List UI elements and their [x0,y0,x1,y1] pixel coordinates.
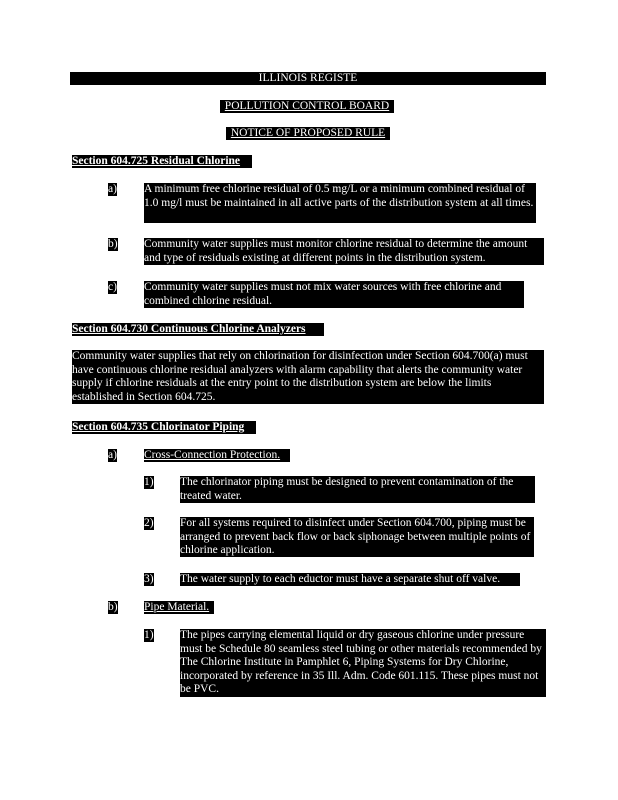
s725-c-text: Community water supplies must not mix water sources with free chlorine and combined chlorine residual. [144,281,524,308]
s725-c-label: c) [108,281,117,293]
s735-a2-label: 2) [144,517,154,529]
section-725-heading: Section 604.725 Residual Chlorine [72,155,252,168]
register-header-bar [70,72,546,85]
s730-body: Community water supplies that rely on chlorination for disinfection under Section 604.700(a) must have continuous chlorine residual analyzers with alarm capability that alerts the community water supply if chlorine residuals at the entry point to the distribution system are below the limits established in Section 604.725. [72,350,544,404]
s735-b1-label: 1) [144,629,154,641]
section-735-heading: Section 604.735 Chlorinator Piping [72,421,256,434]
s735-a3-label: 3) [144,573,154,585]
s735-a2-text: For all systems required to disinfect under Section 604.700, piping must be arranged to prevent back flow or back siphonage between multiple points of chlorine application. [180,517,534,557]
s735-b-title: Pipe Material. [144,601,214,614]
s735-a-label: a) [108,449,117,461]
s735-a3-text: The water supply to each eductor must have a separate shut off valve. [180,573,520,586]
s735-a-title: Cross-Connection Protection. [144,449,290,462]
board-title: POLLUTION CONTROL BOARD [220,100,394,113]
s725-a-text: A minimum free chlorine residual of 0.5 mg/L or a minimum combined residual of 1.0 mg/l must be maintained in all active parts of the distribution system at all times. [144,183,536,223]
s735-b1-text: The pipes carrying elemental liquid or dry gaseous chlorine under pressure must be Schedule 80 seamless steel tubing or other materials recommended by The Chlorine Institute in Pamphlet 6, Piping Systems for Dry Chlorine, incorporated by reference in 35 Ill. Adm. Code 601.115. These pipes must not be PVC. [180,629,546,697]
register-title: ILLINOIS REGISTE [258,72,358,84]
notice-title: NOTICE OF PROPOSED RULE [226,127,390,140]
s735-a1-label: 1) [144,476,154,488]
s725-b-text: Community water supplies must monitor chlorine residual to determine the amount and type of residuals existing at different points in the distribution system. [144,238,544,265]
s735-a1-text: The chlorinator piping must be designed to prevent contamination of the treated water. [180,476,535,503]
s735-b-label: b) [108,601,118,613]
s725-b-label: b) [108,238,118,250]
s725-a-label: a) [108,183,117,195]
section-730-heading: Section 604.730 Continuous Chlorine Analyzers [72,323,324,336]
